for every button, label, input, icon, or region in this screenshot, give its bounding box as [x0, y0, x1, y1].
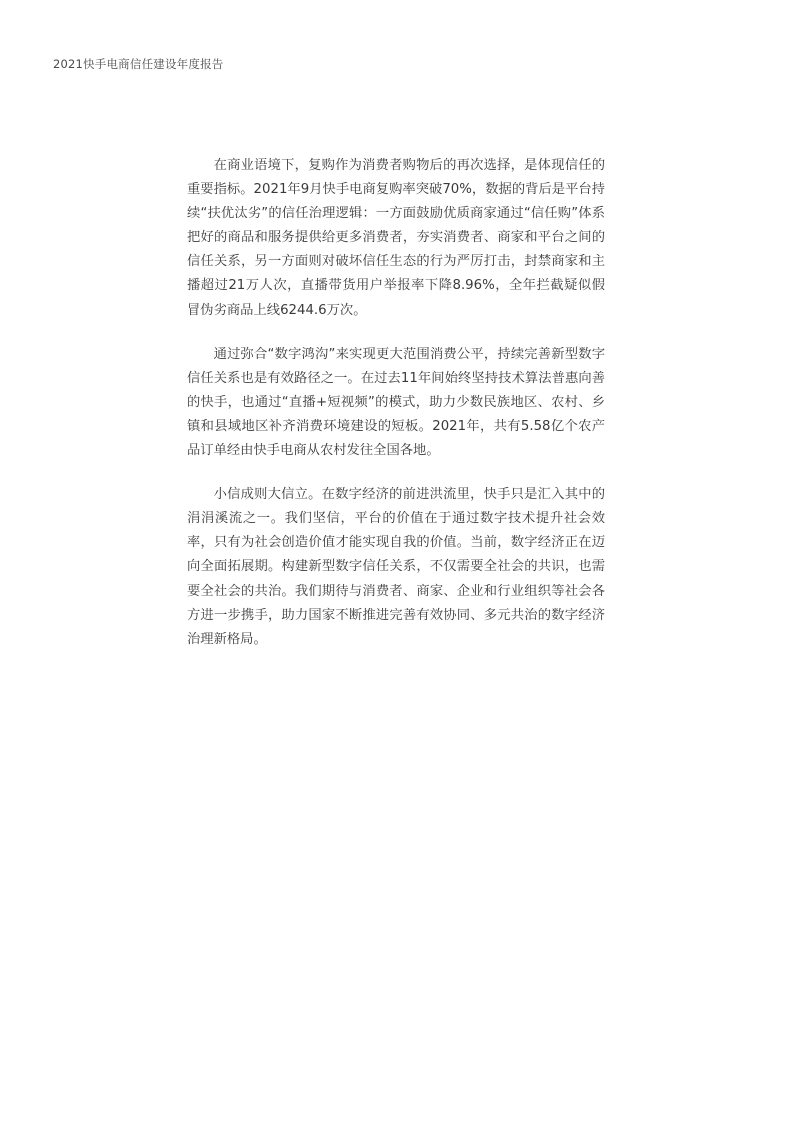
- body-text: [187, 154, 605, 652]
- paragraph-repurchase-trust: 在商业语境下，复购作为消费者购物后的再次选择，是体现信任的重要指标。2021年9月快手电商复购率突破70%，数据的背后是平台持续“扶优汰劣”的信任治理逻辑：一方面鼓励优质商家通过“信任购”体系把好的商品和服务提供给更多消费者，夯实消费者、商家和平台之间的信任关系，另一方面则对破坏信任生态的行为严厉打击，封禁商家和主播超过21万人次，直播带货用户举报率下降8.96%，全年拦截疑似假冒伪劣商品上线6244.6万次。: [187, 158, 605, 318]
- paragraph-conclusion: 小信成则大信立。在数字经济的前进洪流里，快手只是汇入其中的涓涓溪流之一。我们坚信，平台的价值在于通过数字技术提升社会效率，只有为社会创造价值才能实现自我的价值。当前，数字经济正在迈向全面拓展期。构建新型数字信任关系，不仅需要全社会的共识，也需要全社会的共治。我们期待与消费者、商家、企业和行业组织等社会各方进一步携手，助力国家不断推进完善有效协同、多元共治的数字经济治理新格局。: [187, 487, 605, 647]
- paragraph-digital-divide: 通过弥合“数字鸿沟”来实现更大范围消费公平，持续完善新型数字信任关系也是有效路径之一。在过去11年间始终坚持技术算法普惠向善的快手，也通过“直播+短视频”的模式，助力少数民族地区、农村、乡镇和县域地区补齐消费环境建设的短板。2021年，共有5.58亿个农产品订单经由快手电商从农村发往全国各地。: [187, 346, 605, 459]
- running-header-title: 2021快手电商信任建设年度报告: [53, 57, 224, 71]
